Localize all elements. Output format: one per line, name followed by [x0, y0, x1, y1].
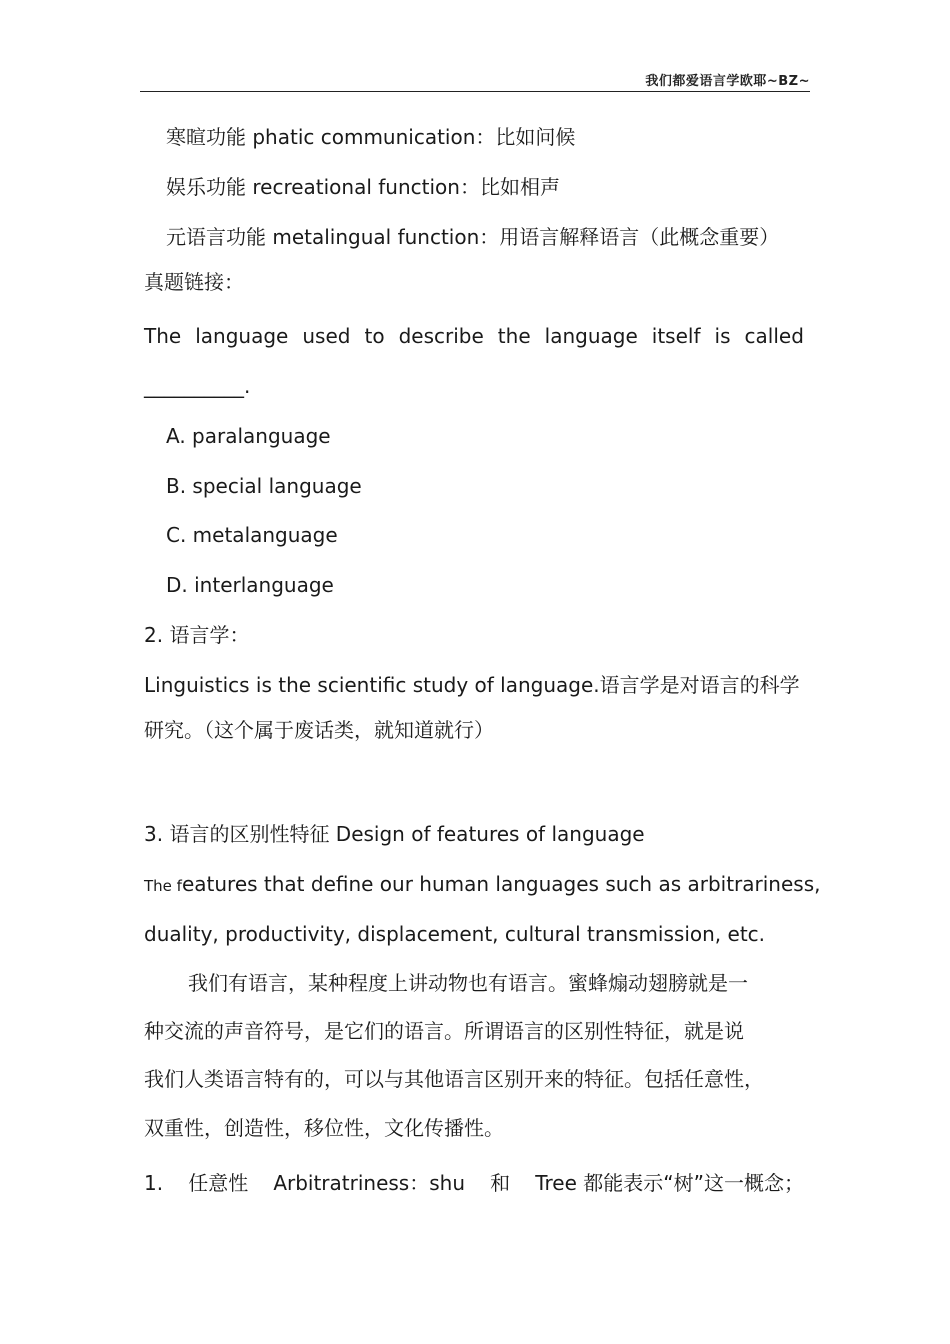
item-text: 和: [490, 1171, 511, 1195]
section-2-heading: 2. 语言学：: [144, 623, 250, 647]
section-3-cn-line-4: 双重性，创造性，移位性，文化传播性。: [144, 1116, 504, 1140]
answer-blank: __________.: [144, 374, 251, 398]
question-word: describe: [398, 324, 484, 348]
option-c: C. metalanguage: [166, 523, 338, 547]
header-rule: [140, 91, 810, 92]
metalingual-function-line: 元语言功能 metalingual function：用语言解释语言（此概念重要）: [166, 225, 780, 249]
question-stem: [144, 323, 804, 349]
question-word: used: [302, 324, 351, 348]
item-text: Tree 都能表示“树”这一概念；: [535, 1171, 804, 1195]
option-d: D. interlanguage: [166, 573, 334, 597]
question-word: called: [744, 324, 804, 348]
question-word: itself: [651, 324, 701, 348]
running-header: 我们都爱语言学欧耶~BZ~: [645, 74, 810, 89]
item-number: 1.: [144, 1171, 164, 1195]
section-2-line-2: 研究。（这个属于废话类，就知道就行）: [144, 718, 494, 742]
item-1-arbitrariness: [144, 1170, 804, 1196]
question-word: is: [714, 324, 731, 348]
option-b: B. special language: [166, 474, 362, 498]
question-word: language: [544, 324, 638, 348]
section-3-english-line-2: duality, productivity, displacement, cultural transmission, etc.: [144, 922, 766, 946]
question-word: the: [497, 324, 531, 348]
item-text: 任意性: [188, 1171, 249, 1195]
section-3-cn-line-1: 我们有语言，某种程度上讲动物也有语言。蜜蜂煽动翅膀就是一: [188, 971, 748, 995]
exam-link-label: 真题链接：: [144, 270, 244, 294]
option-a: A. paralanguage: [166, 424, 331, 448]
phatic-function-line: 寒暄功能 phatic communication：比如问候: [166, 125, 576, 149]
small-text-fragment: The f: [144, 877, 182, 895]
section-3-english-line-1: [144, 871, 820, 899]
section-3-cn-line-2: 种交流的声音符号，是它们的语言。所谓语言的区别性特征，就是说: [144, 1019, 744, 1043]
english-text: eatures that define our human languages such as arbitrariness,: [181, 872, 821, 896]
question-word: language: [195, 324, 289, 348]
section-3-heading: 3. 语言的区别性特征 Design of features of language: [144, 822, 645, 846]
question-word: The: [144, 324, 182, 348]
section-3-cn-line-3: 我们人类语言特有的，可以与其他语言区别开来的特征。包括任意性，: [144, 1067, 764, 1091]
recreational-function-line: 娱乐功能 recreational function：比如相声: [166, 175, 560, 199]
question-word: to: [364, 324, 385, 348]
item-text: Arbitratriness：shu: [273, 1171, 466, 1195]
section-2-line-1: Linguistics is the scientific study of language.语言学是对语言的科学: [144, 673, 800, 697]
